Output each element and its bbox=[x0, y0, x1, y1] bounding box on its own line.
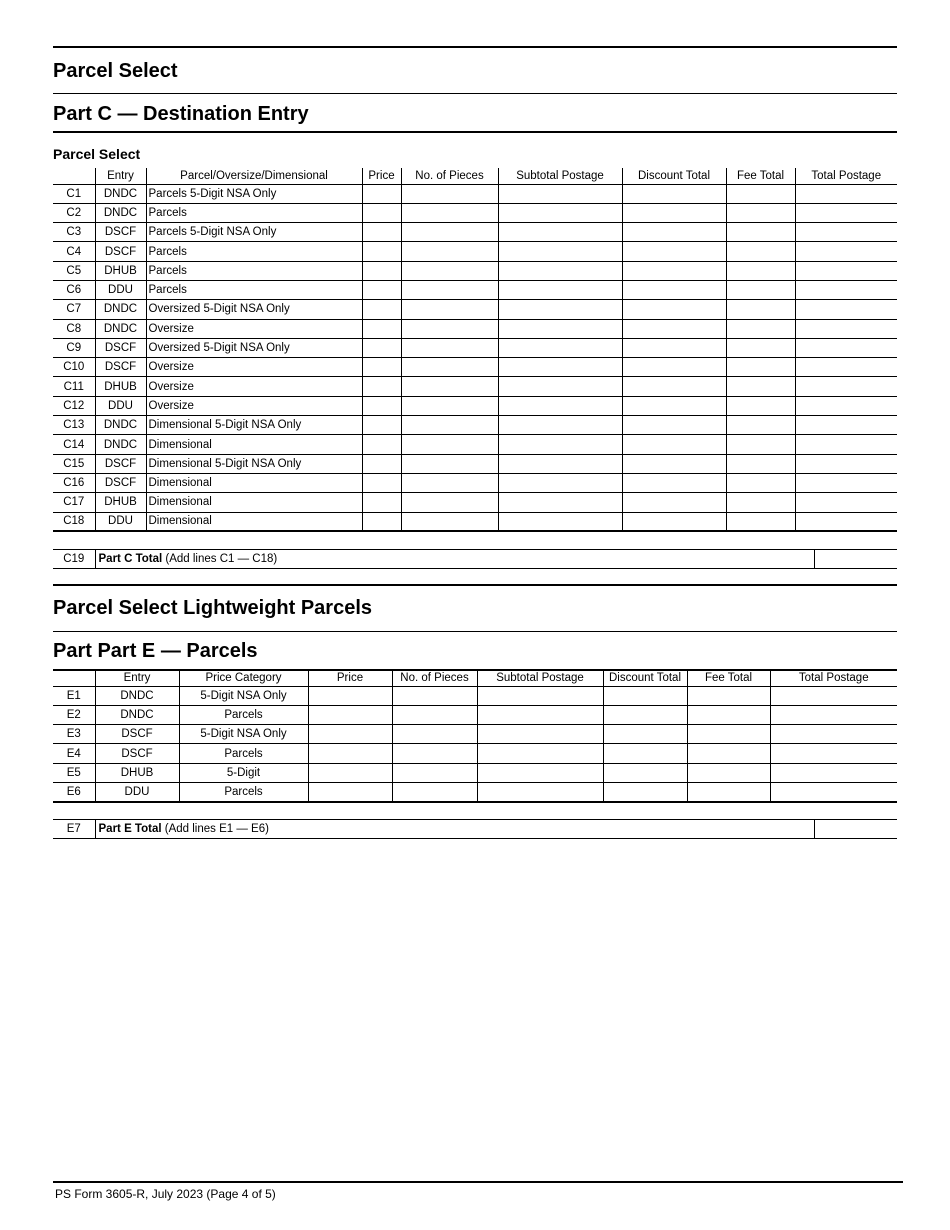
subtotal-input[interactable] bbox=[498, 454, 622, 473]
line-number: E2 bbox=[53, 705, 95, 724]
discount-input[interactable] bbox=[622, 261, 726, 280]
subtotal-input[interactable] bbox=[498, 358, 622, 377]
description-cell: Oversize bbox=[146, 396, 362, 415]
pieces-input[interactable] bbox=[392, 686, 477, 705]
price-input[interactable] bbox=[308, 744, 392, 763]
discount-input[interactable] bbox=[622, 300, 726, 319]
pieces-input[interactable] bbox=[401, 338, 498, 357]
total-postage-input[interactable] bbox=[770, 705, 897, 724]
line-number: E3 bbox=[53, 725, 95, 744]
price-input[interactable] bbox=[362, 300, 401, 319]
part-c-title: Part C — Destination Entry bbox=[53, 103, 309, 125]
entry-cell: DSCF bbox=[95, 725, 179, 744]
table-row bbox=[53, 473, 897, 492]
total-postage-input[interactable] bbox=[795, 512, 897, 531]
discount-input[interactable] bbox=[622, 242, 726, 261]
line-number: C1 bbox=[53, 184, 95, 203]
table-row bbox=[53, 338, 897, 357]
col-header-price: Price bbox=[308, 670, 392, 686]
col-header-subtotal: Subtotal Postage bbox=[477, 670, 603, 686]
footer-rule bbox=[53, 1181, 903, 1183]
fee-input[interactable] bbox=[687, 782, 770, 801]
table-row bbox=[53, 319, 897, 338]
line-number: C11 bbox=[53, 377, 95, 396]
total-postage-input[interactable] bbox=[795, 473, 897, 492]
fee-input[interactable] bbox=[726, 203, 795, 222]
description-cell: Dimensional bbox=[146, 473, 362, 492]
entry-cell: DNDC bbox=[95, 184, 146, 203]
part-e-total-label-bold: Part E Total bbox=[98, 823, 162, 835]
total-postage-input[interactable] bbox=[770, 686, 897, 705]
price-input[interactable] bbox=[362, 203, 401, 222]
price-input[interactable] bbox=[308, 686, 392, 705]
subtotal-input[interactable] bbox=[477, 763, 603, 782]
total-postage-input[interactable] bbox=[795, 358, 897, 377]
price-input[interactable] bbox=[362, 493, 401, 512]
price-input[interactable] bbox=[308, 725, 392, 744]
description-cell: Parcels bbox=[146, 261, 362, 280]
line-number: E4 bbox=[53, 744, 95, 763]
pieces-input[interactable] bbox=[401, 358, 498, 377]
price-input[interactable] bbox=[362, 184, 401, 203]
total-postage-input[interactable] bbox=[795, 435, 897, 454]
discount-input[interactable] bbox=[603, 744, 687, 763]
part-c-total-line: C19 bbox=[53, 550, 95, 569]
part-e-header-row bbox=[53, 670, 897, 686]
table-row bbox=[53, 512, 897, 531]
price-input[interactable] bbox=[362, 261, 401, 280]
table-row bbox=[53, 725, 897, 744]
table-row bbox=[53, 493, 897, 512]
total-postage-input[interactable] bbox=[795, 242, 897, 261]
discount-input[interactable] bbox=[622, 338, 726, 357]
fee-input[interactable] bbox=[726, 396, 795, 415]
description-cell: Parcels 5-Digit NSA Only bbox=[146, 184, 362, 203]
pieces-input[interactable] bbox=[401, 512, 498, 531]
entry-cell: DSCF bbox=[95, 242, 146, 261]
fee-input[interactable] bbox=[726, 184, 795, 203]
price-input[interactable] bbox=[362, 338, 401, 357]
entry-cell: DNDC bbox=[95, 705, 179, 724]
fee-input[interactable] bbox=[726, 416, 795, 435]
discount-input[interactable] bbox=[622, 416, 726, 435]
section2-top-rule bbox=[53, 584, 897, 586]
pieces-input[interactable] bbox=[401, 377, 498, 396]
fee-input[interactable] bbox=[726, 319, 795, 338]
price-input[interactable] bbox=[362, 280, 401, 299]
section-title-parcel-select: Parcel Select bbox=[53, 60, 178, 82]
entry-cell: DHUB bbox=[95, 493, 146, 512]
fee-input[interactable] bbox=[726, 223, 795, 242]
part-c-total-label-bold: Part C Total bbox=[98, 553, 163, 565]
pieces-input[interactable] bbox=[401, 280, 498, 299]
subtotal-input[interactable] bbox=[477, 782, 603, 801]
subtotal-input[interactable] bbox=[498, 377, 622, 396]
table-row bbox=[53, 377, 897, 396]
line-number: C15 bbox=[53, 454, 95, 473]
table-row bbox=[53, 435, 897, 454]
pieces-input[interactable] bbox=[392, 763, 477, 782]
discount-input[interactable] bbox=[603, 782, 687, 801]
line-number: E1 bbox=[53, 686, 95, 705]
discount-input[interactable] bbox=[622, 512, 726, 531]
fee-input[interactable] bbox=[687, 725, 770, 744]
subtotal-input[interactable] bbox=[498, 300, 622, 319]
pieces-input[interactable] bbox=[401, 203, 498, 222]
discount-input[interactable] bbox=[622, 473, 726, 492]
discount-input[interactable] bbox=[622, 319, 726, 338]
fee-input[interactable] bbox=[687, 763, 770, 782]
fee-input[interactable] bbox=[726, 261, 795, 280]
table-row bbox=[53, 358, 897, 377]
part-e-table bbox=[53, 669, 897, 803]
col-header-total: Total Postage bbox=[770, 670, 897, 686]
line-number: C12 bbox=[53, 396, 95, 415]
line-number: C17 bbox=[53, 493, 95, 512]
col-header-line bbox=[53, 670, 95, 686]
fee-input[interactable] bbox=[726, 300, 795, 319]
subtotal-input[interactable] bbox=[498, 184, 622, 203]
pieces-input[interactable] bbox=[392, 705, 477, 724]
subtotal-input[interactable] bbox=[477, 725, 603, 744]
description-cell: Oversize bbox=[146, 319, 362, 338]
subtotal-input[interactable] bbox=[477, 705, 603, 724]
entry-cell: DHUB bbox=[95, 763, 179, 782]
subtotal-input[interactable] bbox=[498, 261, 622, 280]
discount-input[interactable] bbox=[603, 705, 687, 724]
pieces-input[interactable] bbox=[401, 223, 498, 242]
discount-input[interactable] bbox=[622, 377, 726, 396]
pieces-input[interactable] bbox=[401, 473, 498, 492]
col-header-fee: Fee Total bbox=[687, 670, 770, 686]
fee-input[interactable] bbox=[726, 512, 795, 531]
total-postage-input[interactable] bbox=[770, 744, 897, 763]
total-postage-input[interactable] bbox=[770, 725, 897, 744]
pieces-input[interactable] bbox=[401, 493, 498, 512]
entry-cell: DNDC bbox=[95, 203, 146, 222]
line-number: C16 bbox=[53, 473, 95, 492]
fee-input[interactable] bbox=[726, 358, 795, 377]
col-header-line bbox=[53, 168, 95, 184]
col-header-price: Price bbox=[362, 168, 401, 184]
line-number: C4 bbox=[53, 242, 95, 261]
col-header-total: Total Postage bbox=[795, 168, 897, 184]
fee-input[interactable] bbox=[687, 744, 770, 763]
table-row bbox=[53, 396, 897, 415]
total-postage-input[interactable] bbox=[795, 493, 897, 512]
pieces-input[interactable] bbox=[401, 300, 498, 319]
fee-input[interactable] bbox=[726, 242, 795, 261]
entry-cell: DDU bbox=[95, 782, 179, 801]
total-postage-input[interactable] bbox=[795, 319, 897, 338]
subtotal-input[interactable] bbox=[498, 338, 622, 357]
price-category-cell: 5-Digit bbox=[179, 763, 308, 782]
price-category-cell: Parcels bbox=[179, 782, 308, 801]
part-e-total-label-rest: (Add lines E1 — E6) bbox=[161, 823, 269, 835]
description-cell: Dimensional bbox=[146, 435, 362, 454]
fee-input[interactable] bbox=[726, 338, 795, 357]
total-postage-input[interactable] bbox=[795, 338, 897, 357]
discount-input[interactable] bbox=[603, 725, 687, 744]
entry-cell: DSCF bbox=[95, 454, 146, 473]
price-input[interactable] bbox=[362, 242, 401, 261]
line-number: C5 bbox=[53, 261, 95, 280]
entry-cell: DSCF bbox=[95, 744, 179, 763]
part-c-table bbox=[53, 168, 897, 532]
col-header-entry: Entry bbox=[95, 670, 179, 686]
table-row bbox=[53, 744, 897, 763]
col-header-description: Parcel/Oversize/Dimensional bbox=[146, 168, 362, 184]
subtotal-input[interactable] bbox=[498, 223, 622, 242]
entry-cell: DDU bbox=[95, 396, 146, 415]
fee-input[interactable] bbox=[726, 473, 795, 492]
part-e-total-input[interactable] bbox=[814, 820, 897, 839]
description-cell: Parcels bbox=[146, 280, 362, 299]
col-header-subtotal: Subtotal Postage bbox=[498, 168, 622, 184]
table-row bbox=[53, 300, 897, 319]
line-number: C10 bbox=[53, 358, 95, 377]
section-title-lightweight: Parcel Select Lightweight Parcels bbox=[53, 597, 373, 619]
discount-input[interactable] bbox=[622, 203, 726, 222]
fee-input[interactable] bbox=[726, 280, 795, 299]
total-postage-input[interactable] bbox=[795, 280, 897, 299]
subtotal-input[interactable] bbox=[477, 686, 603, 705]
description-cell: Parcels bbox=[146, 203, 362, 222]
part-c-subtitle: Parcel Select bbox=[53, 146, 141, 162]
form-footer: PS Form 3605-R, July 2023 (Page 4 of 5) bbox=[55, 1187, 276, 1201]
line-number: E5 bbox=[53, 763, 95, 782]
line-number: C9 bbox=[53, 338, 95, 357]
col-header-discount: Discount Total bbox=[622, 168, 726, 184]
pieces-input[interactable] bbox=[401, 416, 498, 435]
table-row bbox=[53, 782, 897, 801]
table-row bbox=[53, 223, 897, 242]
entry-cell: DDU bbox=[95, 280, 146, 299]
table-row bbox=[53, 203, 897, 222]
line-number: C8 bbox=[53, 319, 95, 338]
pieces-input[interactable] bbox=[401, 319, 498, 338]
price-input[interactable] bbox=[362, 416, 401, 435]
fee-input[interactable] bbox=[687, 686, 770, 705]
subtotal-input[interactable] bbox=[498, 396, 622, 415]
entry-cell: DDU bbox=[95, 512, 146, 531]
total-postage-input[interactable] bbox=[770, 782, 897, 801]
pieces-input[interactable] bbox=[401, 261, 498, 280]
table-row bbox=[53, 705, 897, 724]
price-input[interactable] bbox=[308, 782, 392, 801]
table-row bbox=[53, 763, 897, 782]
price-input[interactable] bbox=[362, 454, 401, 473]
entry-cell: DHUB bbox=[95, 261, 146, 280]
table-row bbox=[53, 242, 897, 261]
description-cell: Dimensional 5-Digit NSA Only bbox=[146, 416, 362, 435]
subtotal-input[interactable] bbox=[498, 493, 622, 512]
entry-cell: DSCF bbox=[95, 223, 146, 242]
line-number: C3 bbox=[53, 223, 95, 242]
price-category-cell: 5-Digit NSA Only bbox=[179, 686, 308, 705]
discount-input[interactable] bbox=[603, 686, 687, 705]
discount-input[interactable] bbox=[622, 280, 726, 299]
subtotal-input[interactable] bbox=[498, 319, 622, 338]
top-rule bbox=[53, 46, 897, 48]
table-row bbox=[53, 454, 897, 473]
fee-input[interactable] bbox=[726, 435, 795, 454]
description-cell: Oversized 5-Digit NSA Only bbox=[146, 300, 362, 319]
line-number: C2 bbox=[53, 203, 95, 222]
pieces-input[interactable] bbox=[401, 242, 498, 261]
subtotal-input[interactable] bbox=[498, 242, 622, 261]
entry-cell: DSCF bbox=[95, 473, 146, 492]
description-cell: Dimensional bbox=[146, 493, 362, 512]
section2-divider bbox=[53, 631, 897, 632]
price-input[interactable] bbox=[308, 705, 392, 724]
col-header-pieces: No. of Pieces bbox=[392, 670, 477, 686]
entry-cell: DNDC bbox=[95, 319, 146, 338]
fee-input[interactable] bbox=[726, 377, 795, 396]
pieces-input[interactable] bbox=[392, 744, 477, 763]
part-c-title-rule bbox=[53, 131, 897, 133]
fee-input[interactable] bbox=[726, 493, 795, 512]
discount-input[interactable] bbox=[622, 396, 726, 415]
total-postage-input[interactable] bbox=[795, 396, 897, 415]
fee-input[interactable] bbox=[687, 705, 770, 724]
entry-cell: DNDC bbox=[95, 300, 146, 319]
col-header-price-category: Price Category bbox=[179, 670, 308, 686]
table-row bbox=[53, 686, 897, 705]
price-input[interactable] bbox=[362, 435, 401, 454]
pieces-input[interactable] bbox=[401, 435, 498, 454]
line-number: C6 bbox=[53, 280, 95, 299]
pieces-input[interactable] bbox=[392, 782, 477, 801]
part-e-total-label bbox=[95, 820, 814, 839]
table-row bbox=[53, 184, 897, 203]
part-c-total-label bbox=[95, 550, 814, 569]
total-postage-input[interactable] bbox=[795, 377, 897, 396]
entry-cell: DNDC bbox=[95, 416, 146, 435]
subtotal-input[interactable] bbox=[498, 512, 622, 531]
price-input[interactable] bbox=[362, 223, 401, 242]
col-header-fee: Fee Total bbox=[726, 168, 795, 184]
discount-input[interactable] bbox=[622, 223, 726, 242]
description-cell: Oversized 5-Digit NSA Only bbox=[146, 338, 362, 357]
price-input[interactable] bbox=[362, 358, 401, 377]
part-e-total-line: E7 bbox=[53, 820, 95, 839]
line-number: C7 bbox=[53, 300, 95, 319]
part-c-total-row bbox=[53, 549, 897, 569]
pieces-input[interactable] bbox=[401, 396, 498, 415]
total-postage-input[interactable] bbox=[795, 184, 897, 203]
discount-input[interactable] bbox=[622, 454, 726, 473]
price-category-cell: Parcels bbox=[179, 705, 308, 724]
entry-cell: DHUB bbox=[95, 377, 146, 396]
entry-cell: DSCF bbox=[95, 358, 146, 377]
part-e-title: Part Part E — Parcels bbox=[53, 640, 258, 662]
discount-input[interactable] bbox=[622, 184, 726, 203]
part-c-total-label-rest: (Add lines C1 — C18) bbox=[162, 553, 278, 565]
description-cell: Parcels bbox=[146, 242, 362, 261]
pieces-input[interactable] bbox=[401, 184, 498, 203]
description-cell: Oversize bbox=[146, 377, 362, 396]
entry-cell: DNDC bbox=[95, 435, 146, 454]
fee-input[interactable] bbox=[726, 454, 795, 473]
price-input[interactable] bbox=[362, 473, 401, 492]
pieces-input[interactable] bbox=[401, 454, 498, 473]
total-postage-input[interactable] bbox=[795, 454, 897, 473]
line-number: E6 bbox=[53, 782, 95, 801]
discount-input[interactable] bbox=[622, 493, 726, 512]
description-cell: Parcels 5-Digit NSA Only bbox=[146, 223, 362, 242]
col-header-pieces: No. of Pieces bbox=[401, 168, 498, 184]
entry-cell: DSCF bbox=[95, 338, 146, 357]
pieces-input[interactable] bbox=[392, 725, 477, 744]
subtotal-input[interactable] bbox=[498, 203, 622, 222]
line-number: C13 bbox=[53, 416, 95, 435]
description-cell: Dimensional bbox=[146, 512, 362, 531]
subtotal-input[interactable] bbox=[498, 473, 622, 492]
subtotal-input[interactable] bbox=[498, 280, 622, 299]
price-input[interactable] bbox=[362, 512, 401, 531]
discount-input[interactable] bbox=[603, 763, 687, 782]
price-category-cell: Parcels bbox=[179, 744, 308, 763]
discount-input[interactable] bbox=[622, 358, 726, 377]
subtotal-input[interactable] bbox=[498, 435, 622, 454]
discount-input[interactable] bbox=[622, 435, 726, 454]
price-input[interactable] bbox=[362, 396, 401, 415]
part-e-total-row bbox=[53, 819, 897, 839]
col-header-discount: Discount Total bbox=[603, 670, 687, 686]
subtotal-input[interactable] bbox=[477, 744, 603, 763]
price-input[interactable] bbox=[308, 763, 392, 782]
table-row bbox=[53, 416, 897, 435]
part-c-header-row bbox=[53, 168, 897, 184]
entry-cell: DNDC bbox=[95, 686, 179, 705]
part-c-total-input[interactable] bbox=[814, 550, 897, 569]
table-row bbox=[53, 261, 897, 280]
table-row bbox=[53, 280, 897, 299]
price-input[interactable] bbox=[362, 319, 401, 338]
total-postage-input[interactable] bbox=[795, 203, 897, 222]
total-postage-input[interactable] bbox=[795, 223, 897, 242]
line-number: C14 bbox=[53, 435, 95, 454]
description-cell: Dimensional 5-Digit NSA Only bbox=[146, 454, 362, 473]
line-number: C18 bbox=[53, 512, 95, 531]
total-postage-input[interactable] bbox=[795, 416, 897, 435]
subtotal-input[interactable] bbox=[498, 416, 622, 435]
description-cell: Oversize bbox=[146, 358, 362, 377]
total-postage-input[interactable] bbox=[795, 261, 897, 280]
total-postage-input[interactable] bbox=[795, 300, 897, 319]
price-input[interactable] bbox=[362, 377, 401, 396]
total-postage-input[interactable] bbox=[770, 763, 897, 782]
section-divider bbox=[53, 93, 897, 94]
price-category-cell: 5-Digit NSA Only bbox=[179, 725, 308, 744]
col-header-entry: Entry bbox=[95, 168, 146, 184]
